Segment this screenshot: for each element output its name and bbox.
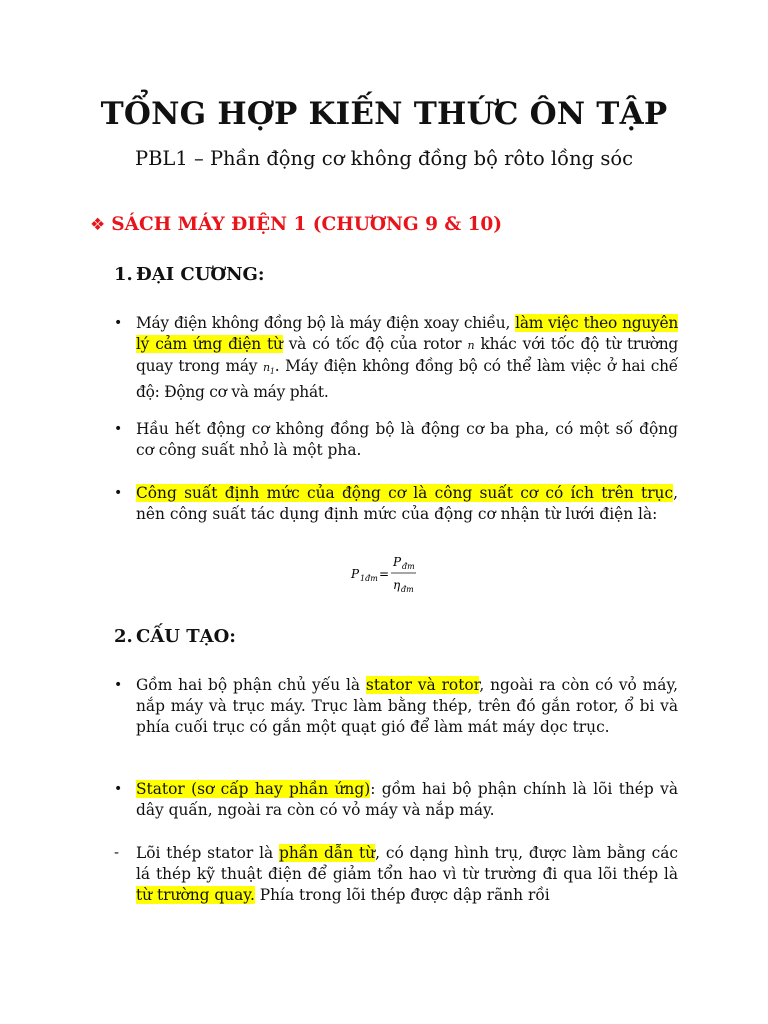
section-heading-2 [114,626,236,647]
highlight: stator và rotor [365,676,480,694]
formula-den-sub: đm [401,585,414,594]
formula-lhs: P [351,567,360,581]
diamond-bullet-icon: ❖ [90,215,106,235]
list-item [114,779,678,821]
formula-num-sub: đm [402,562,415,571]
formula-num: P [393,555,402,569]
book-heading [90,214,502,235]
formula-den: η [393,578,401,592]
bullet-dot-icon: • [114,421,123,437]
highlight: từ trường quay. [136,886,255,904]
book-heading-text: SÁCH MÁY ĐIỆN 1 (CHƯƠNG 9 & 10) [111,214,503,235]
list-item [114,313,678,403]
highlight: làm việc theo nguyên lý cảm ứng điện từ [136,314,679,353]
bullet-text: Gồm hai bộ phận chủ yếu là stator và rotor, ngoài ra còn có vỏ máy, nắp máy và trục máy. Trục làm bằng thép, trên đó gắn rotor, ổ bi và phía cuối trục có gắn một quạt gió để làm mát máy dọc trục. [136,676,678,736]
bullet-text: Stator (sơ cấp hay phần ứng): gồm hai bộ phận chính là lõi thép và dây quấn, ngoài ra còn có vỏ máy và nắp máy. [136,780,678,819]
formula-lhs-sub: 1đm [360,574,378,583]
bullet-text: Hầu hết động cơ không đồng bộ là động cơ ba pha, có một số động cơ công suất nhỏ là một pha. [136,420,678,459]
section-number: 1. [114,264,133,285]
bullet-dot-icon: • [114,315,123,331]
bullet-dot-icon: • [114,677,123,693]
page-title: TỔNG HỢP KIẾN THỨC ÔN TẬP [100,96,668,132]
section-title: ĐẠI CƯƠNG: [136,264,265,285]
bullet-dot-icon: • [114,781,123,797]
list-item [114,483,678,525]
bullet-dot-icon: • [114,485,123,501]
dash-marker: - [114,845,120,861]
list-item [114,843,678,906]
highlight: Stator (sơ cấp hay phần ứng) [136,780,371,798]
page-subtitle: PBL1 – Phần động cơ không đồng bộ rôto lồng sóc [134,147,633,170]
section-number: 2. [114,626,133,647]
bullet-text: Máy điện không đồng bộ là máy điện xoay chiều, làm việc theo nguyên lý cảm ứng điện từ và có tốc độ của rotor n khác với tốc độ từ trường quay trong máy $n_1$. Máy điện không đồng bộ có thể làm việc ở hai chế độ: Động cơ và máy phát. [136,314,679,402]
list-item [114,675,678,738]
bullet-text: Công suất định mức của động cơ là công suất cơ có ích trên trục, nên công suất tác dụng định mức của động cơ nhận từ lưới điện là: [136,484,678,523]
highlight: phần dẫn từ [279,844,376,862]
power-formula [350,552,430,600]
var-n: n [467,339,475,352]
section-title: CẤU TẠO: [136,626,236,647]
bullet-text: Lõi thép stator là phần dẫn từ, có dạng hình trụ, được làm bằng các lá thép kỹ thuật điện để giảm tổn hao vì từ trường đi qua lõi thép là từ trường quay. Phía trong lõi thép được dập rãnh rồi [136,844,678,904]
var-n1: $n_1$ [263,361,275,377]
list-item [114,419,678,461]
section-heading-1 [114,264,265,285]
formula-eq: = [379,567,390,581]
highlight: Công suất định mức của động cơ là công suất cơ có ích trên trục [136,484,674,502]
